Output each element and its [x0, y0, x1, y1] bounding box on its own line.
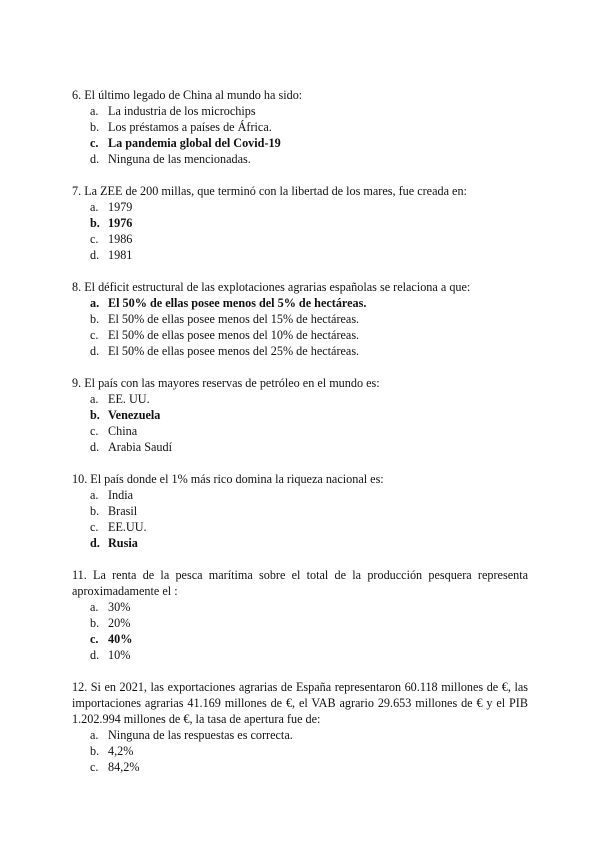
option-a — [72, 391, 528, 407]
question-stem: 12. Si en 2021, las exportaciones agrarias de España representaron 60.118 millones de €, las importaciones agrarias 41.169 millones de €, el VAB agrario 29.653 millones de € y el PIB 1.202.994 millones de €, la tasa de apertura fue de: — [72, 680, 528, 726]
option-letter: a. — [90, 600, 99, 614]
option-b — [72, 119, 528, 135]
option-letter: d. — [90, 440, 100, 454]
option-text: La industria de los microchips — [108, 104, 256, 118]
option-a — [72, 103, 528, 119]
option-list — [72, 199, 528, 263]
option-list — [72, 487, 528, 551]
option-text: EE. UU. — [108, 392, 150, 406]
option-list — [72, 103, 528, 167]
option-d — [72, 247, 528, 263]
option-letter: b. — [90, 504, 100, 518]
question-6 — [72, 87, 528, 167]
question-stem: 6. El último legado de China al mundo ha sido: — [72, 88, 303, 102]
option-letter: c. — [90, 424, 99, 438]
option-list — [72, 391, 528, 455]
question-stem: 8. El déficit estructural de las explotaciones agrarias españolas se relaciona a que: — [72, 280, 471, 294]
option-letter: b. — [90, 312, 100, 326]
option-d — [72, 343, 528, 359]
option-text: Ninguna de las respuestas es correcta. — [108, 728, 293, 742]
question-stem: 11. La renta de la pesca marítima sobre el total de la producción pesquera representa aproximadamente el : — [72, 568, 528, 598]
option-d-correct — [72, 535, 528, 551]
question-stem: 7. La ZEE de 200 millas, que terminó con la libertad de los mares, fue creada en: — [72, 184, 467, 198]
option-text: 1979 — [108, 200, 133, 214]
option-text: 1981 — [108, 248, 133, 262]
option-c — [72, 231, 528, 247]
option-letter: b. — [90, 744, 100, 758]
option-text: 4,2% — [108, 744, 134, 758]
option-letter: a. — [90, 728, 99, 742]
option-d — [72, 647, 528, 663]
option-text: Rusia — [108, 536, 138, 550]
option-text: Arabia Saudí — [108, 440, 172, 454]
option-text: China — [108, 424, 138, 438]
option-letter: c. — [90, 760, 99, 774]
question-9 — [72, 375, 528, 455]
option-letter: c. — [90, 136, 99, 150]
option-text: 30% — [108, 600, 131, 614]
option-text: El 50% de ellas posee menos del 5% de hectáreas. — [108, 296, 367, 310]
option-letter: d. — [90, 536, 100, 550]
option-letter: d. — [90, 248, 100, 262]
option-letter: b. — [90, 216, 100, 230]
option-text: La pandemia global del Covid-19 — [108, 136, 281, 150]
option-list — [72, 599, 528, 663]
option-letter: d. — [90, 152, 100, 166]
option-letter: d. — [90, 648, 100, 662]
option-text: El 50% de ellas posee menos del 15% de hectáreas. — [108, 312, 360, 326]
option-text: EE.UU. — [108, 520, 147, 534]
option-c — [72, 519, 528, 535]
question-12 — [72, 679, 528, 775]
option-a — [72, 599, 528, 615]
question-7 — [72, 183, 528, 263]
option-text: Los préstamos a países de África. — [108, 120, 272, 134]
option-b — [72, 743, 528, 759]
option-d — [72, 439, 528, 455]
option-letter: c. — [90, 632, 99, 646]
option-letter: a. — [90, 392, 99, 406]
option-letter: c. — [90, 328, 99, 342]
option-c — [72, 423, 528, 439]
option-text: Ninguna de las mencionadas. — [108, 152, 251, 166]
option-text: El 50% de ellas posee menos del 25% de hectáreas. — [108, 344, 360, 358]
option-c-correct — [72, 135, 528, 151]
option-text: Brasil — [108, 504, 138, 518]
option-letter: b. — [90, 408, 100, 422]
option-c — [72, 327, 528, 343]
option-text: 40% — [108, 632, 133, 646]
question-stem: 10. El país donde el 1% más rico domina la riqueza nacional es: — [72, 472, 384, 486]
option-letter: d. — [90, 344, 100, 358]
option-b-correct — [72, 215, 528, 231]
option-letter: a. — [90, 200, 99, 214]
option-text: 84,2% — [108, 760, 140, 774]
option-text: 1986 — [108, 232, 133, 246]
option-text: 10% — [108, 648, 131, 662]
option-letter: c. — [90, 520, 99, 534]
option-a — [72, 199, 528, 215]
option-text: El 50% de ellas posee menos del 10% de hectáreas. — [108, 328, 360, 342]
option-c — [72, 759, 528, 775]
question-8 — [72, 279, 528, 359]
option-a-correct — [72, 295, 528, 311]
option-letter: b. — [90, 616, 100, 630]
option-list — [72, 295, 528, 359]
option-b — [72, 503, 528, 519]
option-c-correct — [72, 631, 528, 647]
option-letter: a. — [90, 488, 99, 502]
option-text: India — [108, 488, 134, 502]
option-b — [72, 615, 528, 631]
option-text: 20% — [108, 616, 131, 630]
option-letter: c. — [90, 232, 99, 246]
option-text: 1976 — [108, 216, 133, 230]
option-d — [72, 151, 528, 167]
option-letter: a. — [90, 104, 99, 118]
option-letter: a. — [90, 296, 100, 310]
option-letter: b. — [90, 120, 100, 134]
option-text: Venezuela — [108, 408, 161, 422]
question-10 — [72, 471, 528, 551]
option-a — [72, 487, 528, 503]
option-list — [72, 727, 528, 775]
option-b-correct — [72, 407, 528, 423]
question-stem: 9. El país con las mayores reservas de petróleo en el mundo es: — [72, 376, 380, 390]
question-11 — [72, 567, 528, 663]
option-b — [72, 311, 528, 327]
option-a — [72, 727, 528, 743]
